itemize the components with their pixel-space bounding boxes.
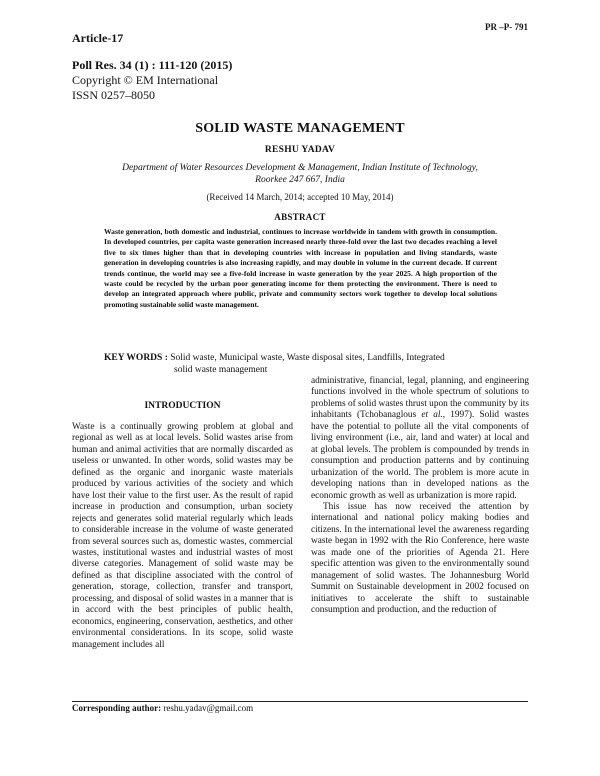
affiliation — [100, 162, 500, 186]
left-column — [72, 422, 293, 651]
intro-paragraph-2 — [311, 376, 529, 502]
affiliation-line-1: Department of Water Resources Development & Management, Indian Institute of Technology, — [122, 163, 478, 173]
keywords-label: KEY WORDS : — [104, 353, 168, 363]
affiliation-line-2: Roorkee 247 667, India — [255, 175, 345, 185]
copyright-line: Copyright © EM International — [72, 73, 219, 87]
keywords-line-1: Solid waste, Municipal waste, Waste disposal sites, Landfills, Integrated — [170, 353, 445, 363]
abstract-text: Waste generation, both domestic and industrial, continues to increase worldwide in tandem with growth in consumption. In developed countries, per capita waste generation increased nearly three-fold over the last two decades reaching a level five to six times higher than that in developing countries with increase in population and living standards, waste generation in developing countries is also increasing rapidly, and may double in volume in the current decade. If current trends continue, the world may see a five-fold increase in waste generation by the year 2025. A high proportion of the waste could be recycled by the urban poor generating income for them protecting the environment. There is need to develop an integrated approach where public, private and community sectors work together to develop local solutions promoting sustainable solid waste management. — [104, 227, 497, 309]
issn-line: ISSN 0257–8050 — [72, 88, 156, 102]
journal-citation: Poll Res. 34 (1) : 111-120 (2015) — [72, 58, 233, 72]
abstract-heading: ABSTRACT — [274, 212, 326, 222]
keywords — [104, 352, 504, 376]
para2-text-b: , 1997). Solid wastes have the potential to pollute all the vital components of living environment (i.e., air, land and water) at local and at global levels. The problem is compounded by trends in consumption and production patterns and by continuing urbanization of the world. The problem is more acute in developing nations than in developed nations as the economic growth as well as urbanization is more rapid. — [311, 410, 529, 501]
corresponding-email: reshu.yadav@gmail.com — [163, 703, 254, 713]
corresponding-author — [72, 703, 253, 713]
paper-code: PR –P- 791 — [485, 22, 528, 32]
journal-meta — [72, 58, 232, 103]
para2-text-a: administrative, financial, legal, planning, and engineering functions involved in the whole spectrum of solutions to problems of solid wastes thrust upon the community by its inhabitants (Tchobanaglous — [311, 376, 529, 421]
article-number: Article-17 — [72, 31, 124, 45]
footer-divider — [72, 701, 528, 702]
paper-title: SOLID WASTE MANAGEMENT — [195, 121, 405, 136]
corresponding-label: Corresponding author: — [72, 703, 162, 713]
author-name: RESHU YADAV — [264, 145, 336, 155]
intro-paragraph-3: This issue has now received the attention by international and national policy making bodies and citizens. In the international level the awareness regarding waste began in 1992 with the Rio Conference, here waste was made one of the priorities of Agenda 21. Here specific attention was given to the environmentally sound management of solid wastes. The Johannesburg World Summit on Sustainable development in 2002 focused on initiatives to accelerate the shift to sustainable consumption and production, and the reduction of — [311, 501, 529, 616]
citation-etal: et al. — [421, 410, 443, 421]
intro-paragraph-1: Waste is a continually growing problem at global and regional as well as at local levels. Solid wastes arise from human and animal activities that are normally discarded as useless or unwanted. In other words, solid wastes may be defined as the organic and inorganic waste materials produced by various activities of the society and which have lost their value to the first user. As the result of rapid increase in production and consumption, urban society rejects and generates solid material regularly which leads to considerable increase in the volume of waste generated from several sources such as, domestic wastes, commercial wastes, institutional wastes and industrial wastes of most diverse categories. Management of solid waste may be defined as that discipline associated with the control of generation, storage, collection, transfer and transport, processing, and disposal of solid wastes in a manner that is in accord with the best principles of public health, economics, engineering, conservation, aesthetics, and other environmental considerations. In its scope, solid waste management includes all — [72, 422, 293, 650]
received-dates: (Received 14 March, 2014; accepted 10 May, 2014) — [206, 192, 394, 202]
introduction-heading: INTRODUCTION — [144, 401, 221, 411]
right-column — [311, 376, 529, 617]
keywords-line-2: solid waste management — [174, 365, 268, 375]
